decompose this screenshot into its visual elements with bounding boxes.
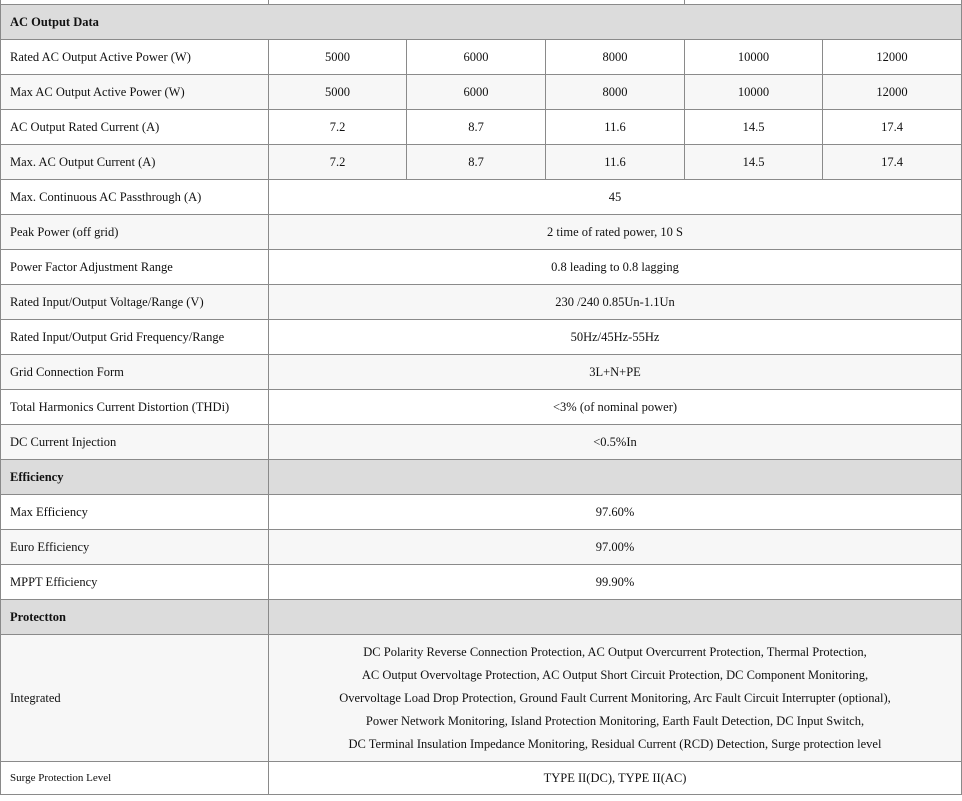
row-label: Max. AC Output Current (A) [1, 145, 269, 180]
cell-value: 7.2 [269, 110, 407, 145]
row-label: Max AC Output Active Power (W) [1, 75, 269, 110]
cell-value: 12000 [823, 75, 962, 110]
row-label: Euro Efficiency [1, 530, 269, 565]
section-header-protection [1, 600, 962, 635]
protection-line: DC Polarity Reverse Connection Protection, AC Output Overcurrent Protection, Thermal Protection, [363, 644, 867, 659]
table-row [1, 75, 962, 110]
table-row [1, 145, 962, 180]
protection-line: Power Network Monitoring, Island Protection Monitoring, Earth Fault Detection, DC Input Switch, [365, 713, 865, 728]
table-row [1, 565, 962, 600]
cell-value: 50Hz/45Hz-55Hz [269, 320, 962, 355]
protection-line: Overvoltage Load Drop Protection, Ground Fault Current Monitoring, Arc Fault Circuit Interrupter (optional), [339, 690, 891, 705]
cell-value: 97.60% [269, 495, 962, 530]
protection-line: AC Output Overvoltage Protection, AC Output Short Circuit Protection, DC Component Monitoring, [361, 667, 869, 682]
section-header-efficiency [1, 460, 962, 495]
row-label: Max. Continuous AC Passthrough (A) [1, 180, 269, 215]
table-row [1, 110, 962, 145]
cell-value: 11.6 [546, 145, 685, 180]
row-label: AC Output Rated Current (A) [1, 110, 269, 145]
row-label: Grid Connection Form [1, 355, 269, 390]
protection-list [269, 635, 962, 762]
cell-value: 6000 [407, 40, 546, 75]
row-label: Rated AC Output Active Power (W) [1, 40, 269, 75]
cell-value: 5000 [269, 40, 407, 75]
row-label: Rated Input/Output Grid Frequency/Range [1, 320, 269, 355]
table-row [1, 285, 962, 320]
table-row [1, 495, 962, 530]
cell-value: 45 [269, 180, 962, 215]
table-row [1, 320, 962, 355]
table-row [1, 530, 962, 565]
cell-value: 17.4 [823, 110, 962, 145]
row-label: Power Factor Adjustment Range [1, 250, 269, 285]
table-row [1, 390, 962, 425]
section-title: Protectton [1, 600, 269, 635]
row-label: Rated Input/Output Voltage/Range (V) [1, 285, 269, 320]
cell-value: 7.2 [269, 145, 407, 180]
cell-value: 17.4 [823, 145, 962, 180]
cell-value: 3L+N+PE [269, 355, 962, 390]
table-row [1, 180, 962, 215]
cell-value: 10000 [685, 40, 823, 75]
cell-value: 97.00% [269, 530, 962, 565]
cell-value: 8000 [546, 40, 685, 75]
row-label: DC Current Injection [1, 425, 269, 460]
cell-value: 11.6 [546, 110, 685, 145]
cell-value: 5000 [269, 75, 407, 110]
row-label: Peak Power (off grid) [1, 215, 269, 250]
table-row [1, 425, 962, 460]
cell-value: 14.5 [685, 110, 823, 145]
table-row [1, 355, 962, 390]
cell-value: <0.5%In [269, 425, 962, 460]
protection-line: DC Terminal Insulation Impedance Monitoring, Residual Current (RCD) Detection, Surge protection level [348, 736, 882, 751]
cell-value: 0.8 leading to 0.8 lagging [269, 250, 962, 285]
cell-value: <3% (of nominal power) [269, 390, 962, 425]
row-label: Integrated [1, 635, 269, 762]
cell-value: 8000 [546, 75, 685, 110]
cell-value: 6000 [407, 75, 546, 110]
section-title: AC Output Data [1, 5, 962, 40]
cell-value: 14.5 [685, 145, 823, 180]
table-row [1, 40, 962, 75]
table-row [1, 635, 962, 762]
cell-value: 8.7 [407, 145, 546, 180]
cell-value: 2 time of rated power, 10 S [269, 215, 962, 250]
table-row [1, 250, 962, 285]
row-label: Total Harmonics Current Distortion (THDi) [1, 390, 269, 425]
cell-value: 230 /240 0.85Un-1.1Un [269, 285, 962, 320]
section-title: Efficiency [1, 460, 269, 495]
row-label: Surge Protection Level [1, 762, 269, 795]
cell-value: 99.90% [269, 565, 962, 600]
table-row [1, 215, 962, 250]
cell-value: 8.7 [407, 110, 546, 145]
cell-value: 10000 [685, 75, 823, 110]
row-label: Max Efficiency [1, 495, 269, 530]
table-row [1, 762, 962, 795]
cell-value: TYPE II(DC), TYPE II(AC) [269, 762, 962, 795]
section-header-ac-output [1, 5, 962, 40]
cell-value: 12000 [823, 40, 962, 75]
row-label: MPPT Efficiency [1, 565, 269, 600]
